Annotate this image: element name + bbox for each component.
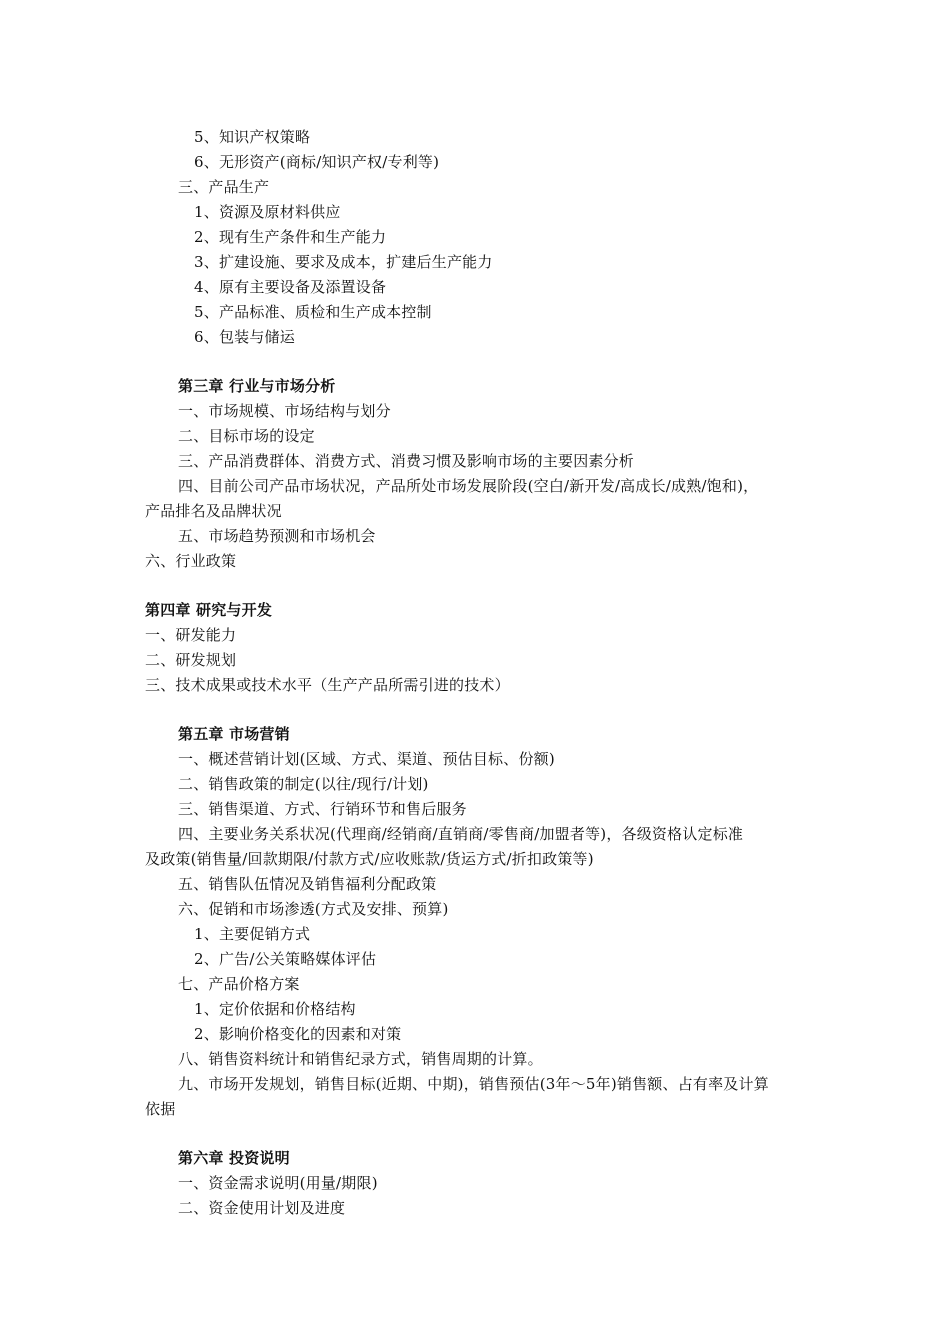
item-sales-policy: 二、销售政策的制定(以往/现行/计划) bbox=[178, 775, 429, 793]
item-marketing-plan: 一、概述营销计划(区域、方式、渠道、预估目标、份额) bbox=[178, 750, 555, 768]
item-market-development-cont: 依据 bbox=[145, 1100, 176, 1118]
chapter-3-heading: 第三章 行业与市场分析 bbox=[178, 377, 336, 395]
item-price-factors: 2、影响价格变化的因素和对策 bbox=[194, 1025, 402, 1043]
item-sales-channels: 三、销售渠道、方式、行销环节和售后服务 bbox=[178, 800, 467, 818]
item-consumer-analysis: 三、产品消费群体、消费方式、消费习惯及影响市场的主要因素分析 bbox=[178, 452, 635, 470]
item-industry-policy: 六、行业政策 bbox=[145, 552, 237, 570]
item-funding-needs: 一、资金需求说明(用量/期限) bbox=[178, 1174, 378, 1192]
item-business-relations-cont: 及政策(销售量/回款期限/付款方式/应收账款/货运方式/折扣政策等) bbox=[145, 850, 594, 868]
item-sales-statistics: 八、销售资料统计和销售纪录方式，销售周期的计算。 bbox=[178, 1050, 543, 1068]
item-ip-strategy: 5、知识产权策略 bbox=[194, 128, 311, 146]
item-quality-control: 5、产品标准、质检和生产成本控制 bbox=[194, 303, 432, 321]
item-tech-results: 三、技术成果或技术水平（生产产品所需引进的技术） bbox=[145, 676, 510, 694]
item-expansion: 3、扩建设施、要求及成本，扩建后生产能力 bbox=[194, 253, 493, 271]
item-rd-capability: 一、研发能力 bbox=[145, 626, 237, 644]
item-resources: 1、资源及原材料供应 bbox=[194, 203, 341, 221]
chapter-6-heading: 第六章 投资说明 bbox=[178, 1149, 290, 1167]
item-advertising: 2、广告/公关策略媒体评估 bbox=[194, 950, 377, 968]
item-target-market: 二、目标市场的设定 bbox=[178, 427, 315, 445]
item-pricing-plan: 七、产品价格方案 bbox=[178, 975, 300, 993]
item-equipment: 4、原有主要设备及添置设备 bbox=[194, 278, 387, 296]
item-market-trend: 五、市场趋势预测和市场机会 bbox=[178, 527, 376, 545]
item-sales-team: 五、销售队伍情况及销售福利分配政策 bbox=[178, 875, 437, 893]
item-rd-planning: 二、研发规划 bbox=[145, 651, 237, 669]
item-market-status-cont: 产品排名及品牌状况 bbox=[145, 502, 282, 520]
item-production-capacity: 2、现有生产条件和生产能力 bbox=[194, 228, 387, 246]
item-promotion: 六、促销和市场渗透(方式及安排、预算) bbox=[178, 900, 449, 918]
item-intangible-assets: 6、无形资产(商标/知识产权/专利等) bbox=[194, 153, 440, 171]
item-promotion-methods: 1、主要促销方式 bbox=[194, 925, 311, 943]
item-packaging: 6、包装与储运 bbox=[194, 328, 295, 346]
section-product-production: 三、产品生产 bbox=[178, 178, 270, 196]
item-funding-usage: 二、资金使用计划及进度 bbox=[178, 1199, 346, 1217]
item-pricing-basis: 1、定价依据和价格结构 bbox=[194, 1000, 356, 1018]
item-business-relations: 四、主要业务关系状况(代理商/经销商/直销商/零售商/加盟者等)，各级资格认定标准 bbox=[178, 825, 744, 843]
item-market-scale: 一、市场规模、市场结构与划分 bbox=[178, 402, 391, 420]
item-market-status: 四、目前公司产品市场状况，产品所处市场发展阶段(空白/新开发/高成长/成熟/饱和)， bbox=[178, 477, 759, 495]
chapter-4-heading: 第四章 研究与开发 bbox=[145, 601, 273, 619]
item-market-development: 九、市场开发规划，销售目标(近期、中期)，销售预估(3年～5年)销售额、占有率及计算 bbox=[178, 1075, 769, 1093]
chapter-5-heading: 第五章 市场营销 bbox=[178, 725, 290, 743]
